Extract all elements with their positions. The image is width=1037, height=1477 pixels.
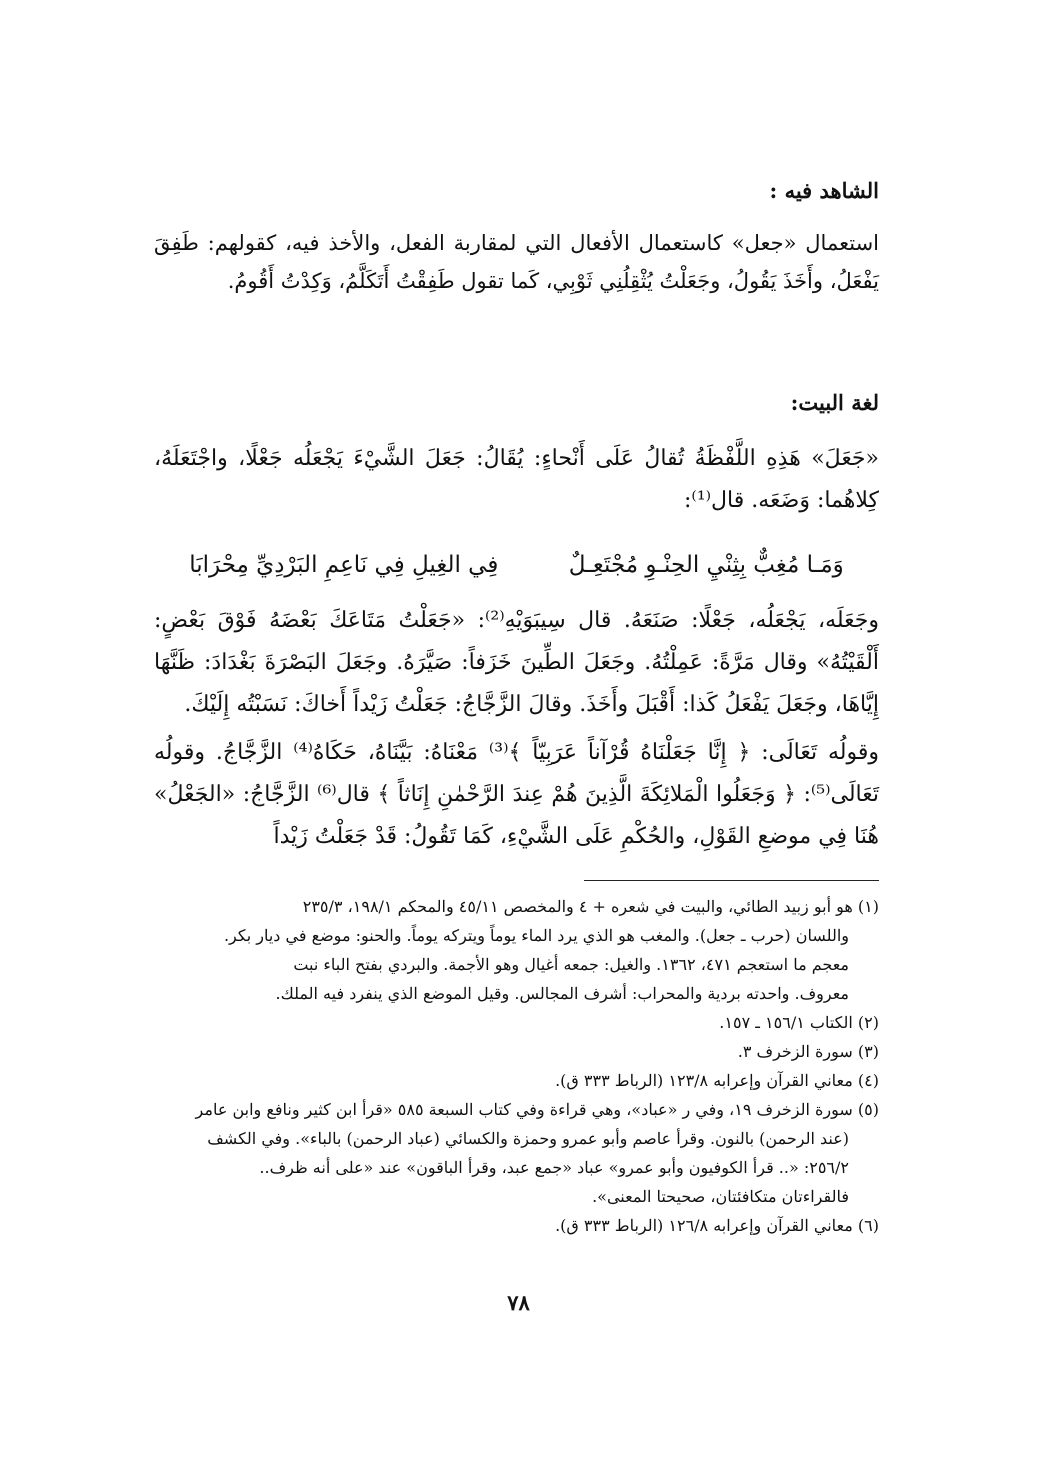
section-heading-witness: الشاهد فيه : <box>769 178 879 203</box>
section-heading-language: لغة البيت: <box>790 390 879 415</box>
verse-hemistich-first: وَمَـا مُغِبٌّ بِثِنْيِ الحِنْـوِ مُجْتَعِـلٌ <box>568 552 844 578</box>
footnotes <box>154 892 879 1240</box>
footnote-text: سورة الزخرف ٣. <box>737 1042 853 1061</box>
footnote-text: سورة الزخرف ١٩، وفي ر «عباد»، وهي قراءة وفي كتاب السبعة ٥٨٥ «قرأ ابن كثير ونافع وابن عامر <box>195 1100 853 1119</box>
paragraph-witness: استعمال «جعل» كاستعمال الأفعال التي لمقاربة الفعل، والأخذ فيه، كقولهم: طَفِقَ يَفْعَلُ، وأَخَذَ يَقُولُ، وجَعَلْتُ يُثْقِلُنِي ثَوْبِي، كَما تقول طَفِقْتُ أَتَكَلَّمُ، وَكِدْتُ أَقُومُ. <box>154 231 879 293</box>
footnote-divider <box>584 880 879 881</box>
footnote-text: معاني القرآن وإعرابه ١٢٣/٨ (الرباط ٣٣٣ ق). <box>555 1071 853 1090</box>
footnote-5-line-2: (عند الرحمن) بالنون. وقرأ عاصم وأبو عمرو وحمزة والكسائي (عباد الرحمن) بالباء». وفي الكشف <box>207 1129 849 1148</box>
paragraph-definition: «جَعَلَ» هَذِهِ اللَّفْظَةُ تُقالُ عَلَى أَنْحاءٍ: يُقَالُ: جَعَلَ الشَّيْءَ يَجْعَلُه جَعْلًا، واجْتَعَلَهُ، كِلاهُما: وَضَعَه. قال⁽¹⁾: <box>154 446 879 513</box>
footnote-5 <box>154 1095 879 1124</box>
footnote-text: هو أبو زبيد الطائي، والبيت في شعره + ٤ والمخصص ٤٥/١١ والمحكم ١٩٨/١، ٢٣٥/٣ <box>302 897 853 916</box>
verse-hemistich-second: فِي الغِيلِ فِي نَاعِمِ البَرْدِيِّ مِحْرَابَا <box>189 552 499 578</box>
footnote-2 <box>154 1008 879 1037</box>
footnote-1-line-3: معجم ما استعجم ٤٧١، ١٣٦٢. والغيل: جمعه أغيال وهو الأجمة. والبردي بفتح الباء نبت <box>293 955 849 974</box>
footnote-3 <box>154 1037 879 1066</box>
footnote-6 <box>154 1211 879 1240</box>
footnote-number: (٥) <box>857 1100 879 1119</box>
footnote-1-line-2: واللسان (حرب ـ جعل). والمغب هو الذي يرد الماء يوماً ويتركه يوماً. والحنو: موضع في ديار بكر. <box>223 926 849 945</box>
footnote-number: (٣) <box>857 1042 879 1061</box>
footnote-5-line-3: ٢٥٦/٢: «.. قرأ الكوفيون وأبو عمرو» عباد «جمع عبد، وقرأ الباقون» عند «على أنه ظرف.. <box>259 1158 849 1177</box>
footnote-text: معاني القرآن وإعرابه ١٢٦/٨ (الرباط ٣٣٣ ق). <box>555 1216 853 1235</box>
footnote-text: الكتاب ١٥٦/١ ـ ١٥٧. <box>719 1013 853 1032</box>
paragraph-quran: وقولُه تَعَالَى: ﴿ إِنَّا جَعَلْنَاهُ قُرْآناً عَرَبِيّاً ﴾⁽³⁾ مَعْنَاهُ: بَيَّنَاهُ، حَكَاهُ⁽⁴⁾ الزَّجَّاجُ. وقولُه تَعَالَى⁽⁵⁾: ﴿ وَجَعَلُوا الْمَلائِكَةَ الَّذِينَ هُمْ عِندَ الرَّحْمٰنِ إِنَاثاً ﴾ قال⁽⁶⁾ الزَّجَّاجُ: «الجَعْلُ» هُنَا فِي موضعِ القَوْلِ، والحُكْمِ عَلَى الشَّيْءِ، كَمَا تَقُولُ: قَدْ جَعَلْتُ زَيْداً <box>154 740 879 849</box>
footnote-1 <box>154 892 879 921</box>
page-number: ٧٨ <box>507 1290 530 1315</box>
footnote-number: (٤) <box>857 1071 879 1090</box>
footnote-4 <box>154 1066 879 1095</box>
footnote-number: (٢) <box>857 1013 879 1032</box>
footnote-number: (٦) <box>857 1216 879 1235</box>
footnote-number: (١) <box>857 897 879 916</box>
footnote-1-line-4: معروف. واحدته بردية والمحراب: أشرف المجالس. وقيل الموضع الذي ينفرد فيه الملك. <box>275 984 849 1003</box>
poetry-verse <box>154 545 879 585</box>
paragraph-meanings: وجَعَلَه، يَجْعَلُه، جَعْلًا: صَنَعَهُ. قال سِيبَوَيْهِ⁽²⁾: «جَعَلْتُ مَتَاعَكَ بَعْضَهُ فَوْقَ بَعْضٍ: أَلْقَيْتُهُ» وقال مَرَّةً: عَمِلْتُهُ. وجَعَلَ الطِّينَ خَزَفاً: صَيَّرَهُ. وجَعَلَ البَصْرَةَ بَغْدَادَ: ظَنَّهَا إِيَّاهَا، وجَعَلَ يَفْعَلُ كَذا: أَقْبَلَ وأَخَذَ. وقالَ الزَّجَّاجُ: جَعَلْتُ زَيْداً أَخاكَ: نَسَبْتُه إِلَيْكَ. <box>154 608 880 717</box>
footnote-5-line-4: فالقراءتان متكافئتان، صحيحتا المعنى». <box>592 1187 849 1206</box>
